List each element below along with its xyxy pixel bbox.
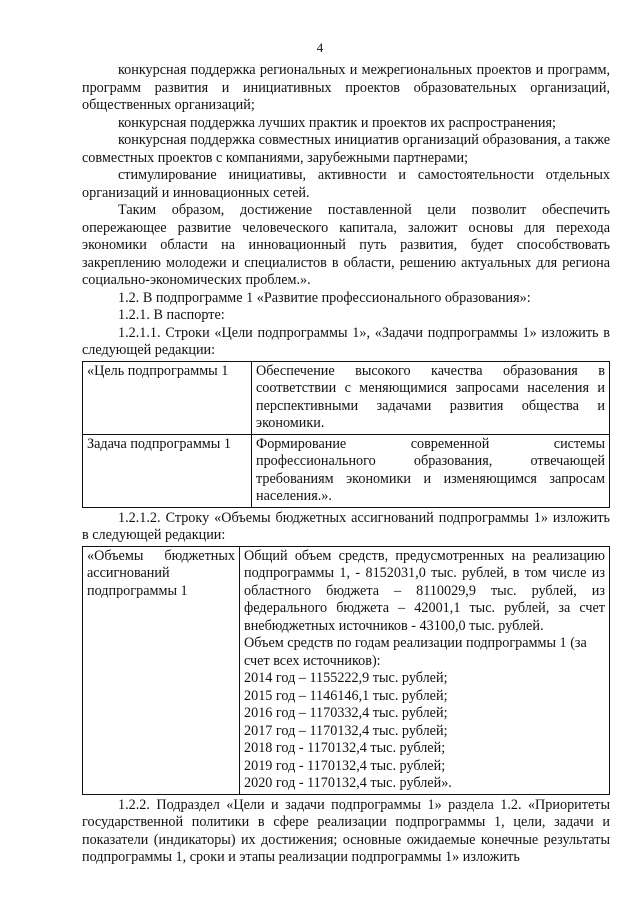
table-cell-label: «Цель подпрограммы 1 bbox=[83, 361, 252, 434]
table-cell-text: Формирование современной системы профессионального образования, отвечающей требованиям экономики и изменяющимся запросам населения.». bbox=[252, 434, 610, 507]
document-body bbox=[82, 62, 610, 867]
budget-table bbox=[82, 546, 610, 795]
budget-intro: Общий объем средств, предусмотренных на реализацию подпрограммы 1, - 8152031,0 тыс. рублей, в том числе из областного бюджета – 8110029,9 тыс. рублей, из федерального бюджета – 42001,1 тыс. рублей, за счет внебюджетных источников - 43100,0 тыс. рублей. bbox=[244, 547, 605, 634]
paragraph: стимулирование инициативы, активности и самостоятельности отдельных организаций и инновационных сетей. bbox=[82, 167, 610, 201]
budget-year-line: 2014 год – 1155222,9 тыс. рублей; bbox=[244, 670, 448, 686]
budget-year-line: 2019 год - 1170132,4 тыс. рублей; bbox=[244, 757, 446, 774]
goals-tasks-table bbox=[82, 361, 610, 508]
table-cell-label: Задача подпрограммы 1 bbox=[83, 434, 252, 507]
paragraph: Таким образом, достижение поставленной цели позволит обеспечить опережающее развитие человеческого капитала, заложит основы для перехода экономики области на инновационный путь развития, будет способствовать закреплению молодежи и специалистов в области, решению актуальных для региона социально-экономических проблем.». bbox=[82, 202, 610, 288]
paragraph: 1.2.1.1. Строки «Цели подпрограммы 1», «Задачи подпрограммы 1» изложить в следующей редакции: bbox=[82, 324, 610, 358]
table-row bbox=[83, 546, 610, 794]
table-cell-text: Обеспечение высокого качества образования в соответствии с меняющимися запросами населения и перспективными задачами развития общества и экономики. bbox=[252, 361, 610, 434]
paragraph: конкурсная поддержка региональных и межрегиональных проектов и программ, программ развития и инициативных проектов образовательных организаций, общественных организаций; bbox=[82, 62, 610, 113]
paragraph: конкурсная поддержка лучших практик и проектов их распространения; bbox=[118, 114, 556, 131]
table-cell-label: «Объемы бюджетных ассигнований подпрограммы 1 bbox=[83, 546, 240, 794]
paragraph: 1.2.2. Подраздел «Цели и задачи подпрограммы 1» раздела 1.2. «Приоритеты государственной политики в сфере реализации подпрограммы 1, цели, задачи и показатели (индикаторы) их достижения; основные ожидаемые конечные результаты подпрограммы 1, сроки и этапы реализации подпрограммы 1» изложить bbox=[82, 796, 610, 865]
paragraph: 1.2. В подпрограмме 1 «Развитие профессионального образования»: bbox=[118, 289, 531, 306]
budget-year-line: 2015 год – 1146146,1 тыс. рублей; bbox=[244, 687, 448, 704]
page-number: 4 bbox=[316, 40, 324, 55]
paragraph: 1.2.1. В паспорте: bbox=[118, 307, 225, 323]
budget-years-title: Объем средств по годам реализации подпрограммы 1 (за счет всех источников): bbox=[244, 635, 587, 669]
table-row bbox=[83, 434, 610, 507]
budget-year-line: 2018 год - 1170132,4 тыс. рублей; bbox=[244, 740, 446, 756]
budget-year-line: 2017 год – 1170132,4 тыс. рублей; bbox=[244, 722, 448, 739]
paragraph: 1.2.1.2. Строку «Объемы бюджетных ассигнований подпрограммы 1» изложить в следующей редакции: bbox=[82, 509, 610, 543]
budget-year-line: 2020 год - 1170132,4 тыс. рублей». bbox=[244, 775, 452, 791]
paragraph: конкурсная поддержка совместных инициатив организаций образования, а также совместных проектов с компаниями, зарубежными партнерами; bbox=[82, 132, 610, 166]
budget-year-line: 2016 год – 1170332,4 тыс. рублей; bbox=[244, 705, 448, 721]
table-cell-budget bbox=[240, 546, 610, 794]
table-row bbox=[83, 361, 610, 434]
